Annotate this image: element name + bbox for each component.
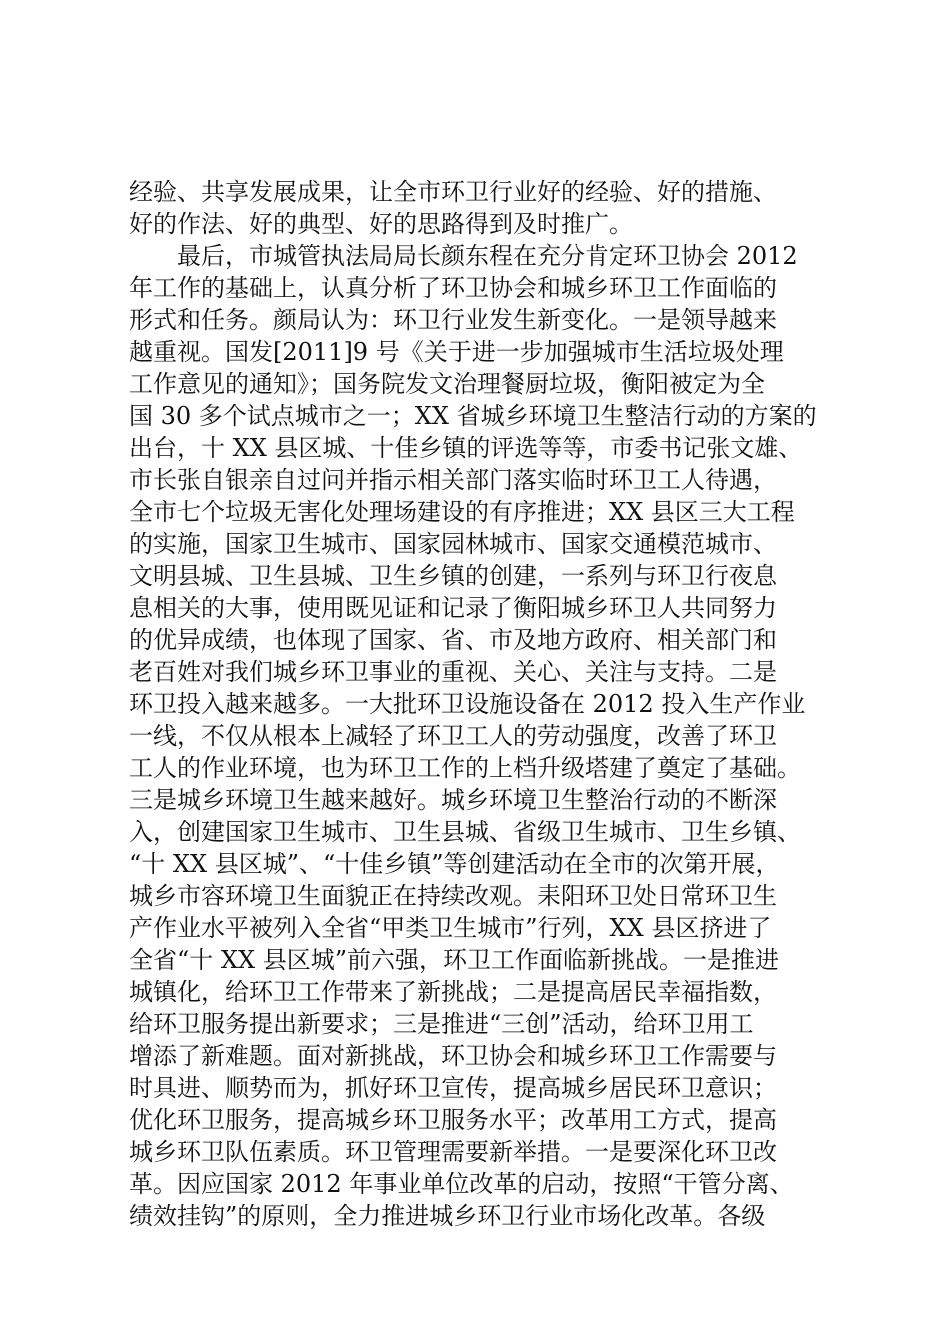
text-line: 出台，十 XX 县区城、十佳乡镇的评选等等，市委书记张文雄、	[129, 434, 803, 462]
text-line: 全市七个垃圾无害化处理场建设的有序推进；XX 县区三大工程	[129, 498, 795, 526]
text-line: 入，创建国家卫生城市、卫生县城、省级卫生城市、卫生乡镇、	[129, 818, 801, 846]
text-line: 最后，市城管执法局局长颜东程在充分肯定环卫协会 2012	[129, 242, 798, 270]
body-text	[129, 176, 829, 1232]
text-line: 城乡市容环境卫生面貌正在持续改观。耒阳环卫处日常环卫生	[129, 882, 777, 910]
text-line: 的实施，国家卫生城市、国家园林城市、国家交通模范城市、	[129, 530, 777, 558]
text-line: 优化环卫服务，提高城乡环卫服务水平；改革用工方式，提高	[129, 1106, 777, 1134]
text-line: “十 XX 县区城”、“十佳乡镇”等创建活动在全市的次第开展，	[129, 850, 780, 878]
text-line: 老百姓对我们城乡环卫事业的重视、关心、关注与支持。二是	[129, 658, 777, 686]
text-line: 革。因应国家 2012 年事业单位改革的启动，按照“干管分离、	[129, 1170, 794, 1198]
text-line: 产作业水平被列入全省“甲类卫生城市”行列，XX 县区挤进了	[129, 914, 772, 942]
text-line: 国 30 多个试点城市之一；XX 省城乡环境卫生整洁行动的方案的	[129, 402, 817, 430]
text-line: 经验、共享发展成果，让全市环卫行业好的经验、好的措施、	[129, 178, 777, 206]
text-line: 好的作法、好的典型、好的思路得到及时推广。	[129, 210, 633, 238]
text-line: 文明县城、卫生县城、卫生乡镇的创建，一系列与环卫行夜息	[129, 562, 777, 590]
text-line: 工作意见的通知》；国务院发文治理餐厨垃圾，衡阳被定为全	[129, 370, 765, 398]
text-line: 年工作的基础上，认真分析了环卫协会和城乡环卫工作面临的	[129, 274, 777, 302]
text-line: 增添了新难题。面对新挑战，环卫协会和城乡环卫工作需要与	[129, 1042, 777, 1070]
text-line: 市长张自银亲自过问并指示相关部门落实临时环卫工人待遇，	[129, 466, 777, 494]
text-line: 形式和任务。颜局认为：环卫行业发生新变化。一是领导越来	[129, 306, 777, 334]
text-line: 越重视。国发[2011]9 号《关于进一步加强城市生活垃圾处理	[129, 338, 784, 366]
text-line: 给环卫服务提出新要求；三是推进“三创”活动，给环卫用工	[129, 1010, 754, 1038]
text-line: 一线，不仅从根本上减轻了环卫工人的劳动强度，改善了环卫	[129, 722, 777, 750]
text-line: 工人的作业环境，也为环卫工作的上档升级塔建了奠定了基础。	[129, 754, 801, 782]
text-line: 环卫投入越来越多。一大批环卫设施设备在 2012 投入生产作业	[129, 690, 806, 718]
text-line: 时具进、顺势而为，抓好环卫宣传，提高城乡居民环卫意识；	[129, 1074, 777, 1102]
text-line: 城乡环卫队伍素质。环卫管理需要新举措。一是要深化环卫改	[129, 1138, 777, 1166]
text-line: 全省“十 XX 县区城”前六强，环卫工作面临新挑战。一是推进	[129, 946, 779, 974]
text-line: 三是城乡环境卫生越来越好。城乡环境卫生整治行动的不断深	[129, 786, 777, 814]
text-line: 绩效挂钩”的原则，全力推进城乡环卫行业市场化改革。各级	[129, 1202, 766, 1230]
text-line: 的优异成绩，也体现了国家、省、市及地方政府、相关部门和	[129, 626, 777, 654]
text-line: 城镇化，给环卫工作带来了新挑战；二是提高居民幸福指数，	[129, 978, 777, 1006]
text-line: 息相关的大事，使用既见证和记录了衡阳城乡环卫人共同努力	[129, 594, 777, 622]
